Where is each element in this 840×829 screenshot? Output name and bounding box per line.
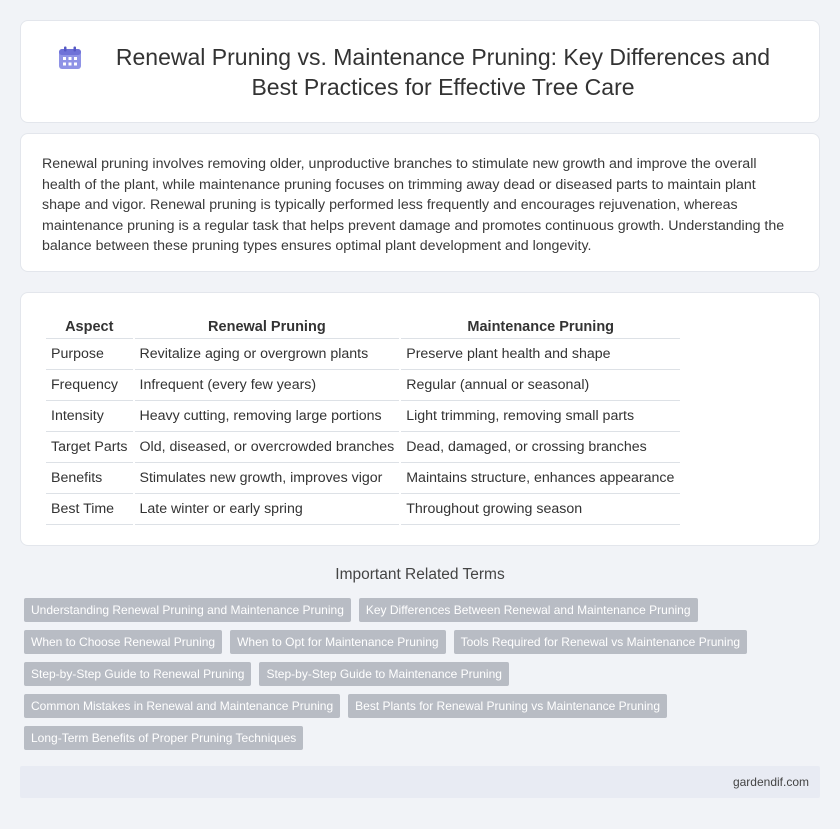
table-cell: Late winter or early spring xyxy=(134,493,401,524)
calendar-icon xyxy=(57,45,83,71)
table-cell: Intensity xyxy=(46,400,134,431)
intro-text: Renewal pruning involves removing older, unproductive branches to stimulate new growth and improve the overall health of the plant, while maintenance pruning focuses on trimming away dead or diseased parts to maintain plant shape and vigor. Renewal pruning is typically performed less frequently and encourages rejuvenation, whereas maintenance pruning is a regular task that helps prevent damage and promotes continuous growth. Understanding the balance between these pruning types ensures optimal plant development and longevity. xyxy=(42,156,785,254)
table-cell: Heavy cutting, removing large portions xyxy=(134,400,401,431)
table-cell: Dead, damaged, or crossing branches xyxy=(400,431,681,462)
comparison-table xyxy=(46,315,682,525)
table-row xyxy=(46,493,681,524)
related-terms-list xyxy=(24,598,804,758)
table-cell: Target Parts xyxy=(46,431,134,462)
table-cell: Maintains structure, enhances appearance xyxy=(400,462,681,493)
intro-card xyxy=(20,133,820,272)
table-row xyxy=(46,369,681,400)
comparison-table-card xyxy=(20,292,820,546)
table-cell: Best Time xyxy=(46,493,134,524)
header-card xyxy=(20,20,820,123)
table-cell: Light trimming, removing small parts xyxy=(400,400,681,431)
column-header: Aspect xyxy=(46,315,134,338)
table-row xyxy=(46,400,681,431)
related-term-tag[interactable]: Understanding Renewal Pruning and Maintenance Pruning xyxy=(24,598,351,622)
table-cell: Throughout growing season xyxy=(400,493,681,524)
related-terms-title: Important Related Terms xyxy=(335,566,505,583)
page-title: Renewal Pruning vs. Maintenance Pruning: Key Differences and Best Practices for Effective Tree Care xyxy=(115,43,771,100)
table-cell: Infrequent (every few years) xyxy=(134,369,401,400)
footer xyxy=(20,766,820,798)
table-cell: Revitalize aging or overgrown plants xyxy=(134,338,401,369)
related-term-tag[interactable]: Tools Required for Renewal vs Maintenance Pruning xyxy=(454,630,748,654)
related-term-tag[interactable]: Step-by-Step Guide to Renewal Pruning xyxy=(24,662,251,686)
related-term-tag[interactable]: Key Differences Between Renewal and Maintenance Pruning xyxy=(359,598,698,622)
table-cell: Purpose xyxy=(46,338,134,369)
table-row xyxy=(46,462,681,493)
table-row xyxy=(46,338,681,369)
table-cell: Stimulates new growth, improves vigor xyxy=(134,462,401,493)
table-cell: Benefits xyxy=(46,462,134,493)
column-header: Renewal Pruning xyxy=(134,315,401,338)
related-term-tag[interactable]: When to Opt for Maintenance Pruning xyxy=(230,630,445,654)
column-header: Maintenance Pruning xyxy=(400,315,681,338)
table-cell: Frequency xyxy=(46,369,134,400)
table-header-row xyxy=(46,315,681,338)
related-term-tag[interactable]: When to Choose Renewal Pruning xyxy=(24,630,222,654)
table-cell: Old, diseased, or overcrowded branches xyxy=(134,431,401,462)
table-cell: Regular (annual or seasonal) xyxy=(400,369,681,400)
related-term-tag[interactable]: Best Plants for Renewal Pruning vs Maintenance Pruning xyxy=(348,694,667,718)
table-cell: Preserve plant health and shape xyxy=(400,338,681,369)
related-term-tag[interactable]: Common Mistakes in Renewal and Maintenance Pruning xyxy=(24,694,340,718)
related-term-tag[interactable]: Long-Term Benefits of Proper Pruning Techniques xyxy=(24,726,303,750)
site-domain[interactable]: gardendif.com xyxy=(732,775,809,789)
related-term-tag[interactable]: Step-by-Step Guide to Maintenance Pruning xyxy=(259,662,508,686)
table-row xyxy=(46,431,681,462)
